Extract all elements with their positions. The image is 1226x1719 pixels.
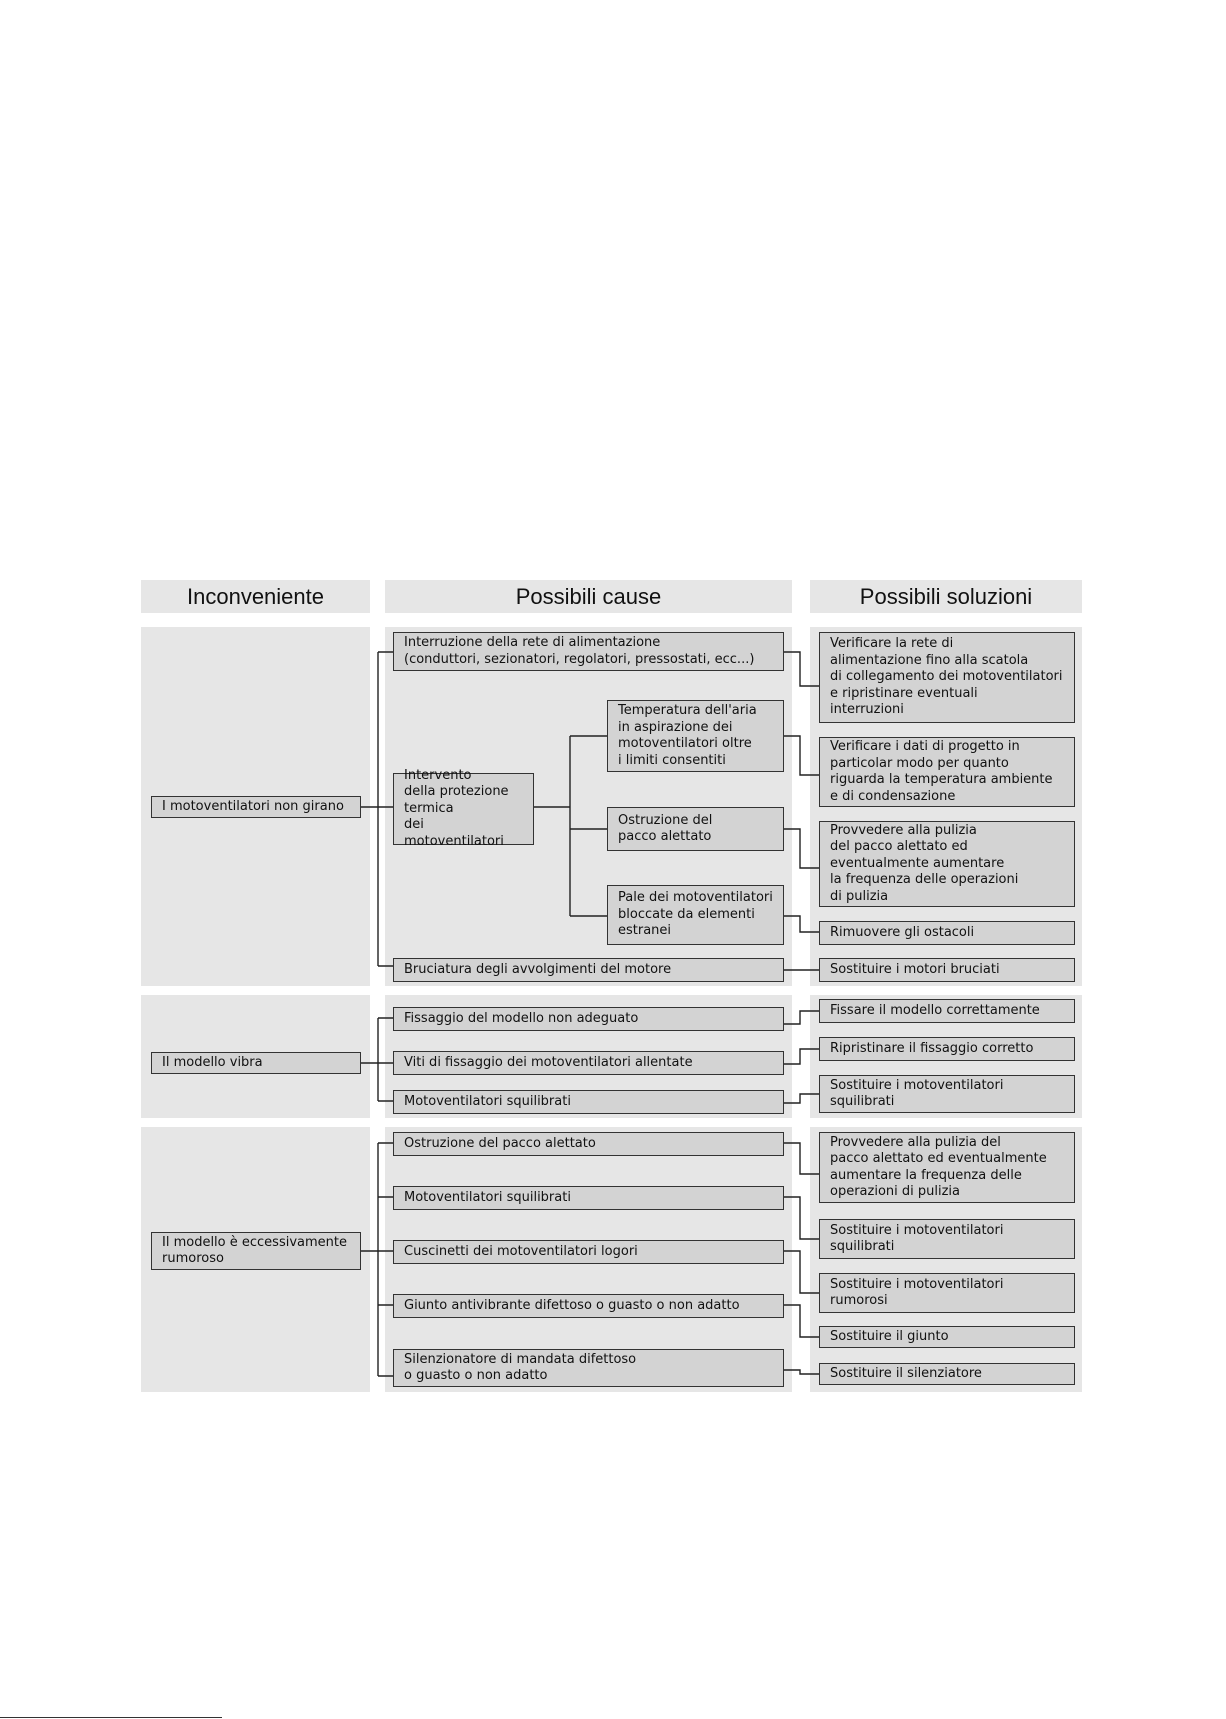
connector-c2a-s2: [784, 736, 819, 775]
cause-mounting-inadequate: Fissaggio del modello non adeguato: [393, 1007, 784, 1031]
solution-check-power: Verificare la rete di alimentazione fino alla scatola di collegamento dei motoventilatori e ripristinare eventuali interruzioni: [819, 632, 1075, 723]
connector-problem3-causes: [361, 1143, 393, 1376]
connector-c11-s13: [784, 1370, 819, 1374]
header-solutions: Possibili soluzioni: [810, 580, 1082, 613]
connector-c9-s11: [784, 1251, 819, 1293]
connector-c1-s1: [784, 652, 819, 686]
cause-screws-loose: Viti di fissaggio dei motoventilatori allentate: [393, 1051, 784, 1075]
cause-blades-blocked: Pale dei motoventilatori bloccate da elementi estranei: [607, 885, 784, 945]
connector-protection-subcauses: [534, 736, 607, 916]
header-problem: Inconveniente: [141, 580, 370, 613]
solution-replace-noisy-fans: Sostituire i motoventilatori rumorosi: [819, 1273, 1075, 1313]
cause-coil-obstruction: Ostruzione del pacco alettato: [607, 807, 784, 851]
solution-replace-joint: Sostituire il giunto: [819, 1326, 1075, 1348]
connector-c8-s10: [784, 1197, 819, 1239]
connector-problem2-causes: [361, 1018, 393, 1101]
cause-fans-unbalanced: Motoventilatori squilibrati: [393, 1090, 784, 1114]
solution-check-design-data: Verificare i dati di progetto in particolar modo per quanto riguarda la temperatura ambiente e di condensazione: [819, 737, 1075, 807]
connector-c5-s7: [784, 1049, 819, 1064]
connector-c7-s9: [784, 1143, 819, 1174]
solution-restore-mounting: Ripristinare il fissaggio corretto: [819, 1037, 1075, 1061]
connector-c2c-s4: [784, 916, 819, 932]
solution-clean-coil: Provvedere alla pulizia del pacco alettato ed eventualmente aumentare la frequenza delle operazioni di pulizia: [819, 821, 1075, 907]
cause-antivibration-joint: Giunto antivibrante difettoso o guasto o non adatto: [393, 1294, 784, 1318]
connector-c4-s6: [784, 1011, 819, 1024]
connector-c6-s8: [784, 1094, 819, 1103]
problem-unit-vibrates: Il modello vibra: [151, 1052, 361, 1074]
connector-c10-s12: [784, 1305, 819, 1337]
cause-coil-obstruction-2: Ostruzione del pacco alettato: [393, 1132, 784, 1156]
solution-replace-silencer: Sostituire il silenziatore: [819, 1363, 1075, 1385]
cause-fans-unbalanced-2: Motoventilatori squilibrati: [393, 1186, 784, 1210]
cause-air-temperature: Temperatura dell'aria in aspirazione dei motoventilatori oltre i limiti consentiti: [607, 700, 784, 772]
connector-problem1-causes: [361, 652, 393, 966]
solution-replace-unbalanced-fans-2: Sostituire i motoventilatori squilibrati: [819, 1219, 1075, 1259]
header-causes: Possibili cause: [385, 580, 792, 613]
cause-bearings-worn: Cuscinetti dei motoventilatori logori: [393, 1240, 784, 1264]
connector-c2b-s3: [784, 829, 819, 868]
solution-replace-unbalanced-fans: Sostituire i motoventilatori squilibrati: [819, 1075, 1075, 1113]
solution-fix-unit: Fissare il modello correttamente: [819, 999, 1075, 1023]
cause-silencer-faulty: Silenzionatore di mandata difettoso o guasto o non adatto: [393, 1349, 784, 1387]
problem-fans-not-running: I motoventilatori non girano: [151, 796, 361, 818]
solution-replace-motors: Sostituire i motori bruciati: [819, 958, 1075, 982]
problem-unit-noisy: Il modello è eccessivamente rumoroso: [151, 1232, 361, 1270]
solution-clean-coil-2: Provvedere alla pulizia del pacco alettato ed eventualmente aumentare la frequenza delle operazioni di pulizia: [819, 1132, 1075, 1203]
cause-thermal-protection: Intervento della protezione termica dei motoventilatori: [393, 773, 534, 845]
footer-rule: [0, 1717, 222, 1718]
cause-power-interruption: Interruzione della rete di alimentazione (conduttori, sezionatori, regolatori, pressostati, ecc...): [393, 632, 784, 671]
cause-motor-windings-burnt: Bruciatura degli avvolgimenti del motore: [393, 958, 784, 982]
solution-remove-obstacles: Rimuovere gli ostacoli: [819, 921, 1075, 945]
